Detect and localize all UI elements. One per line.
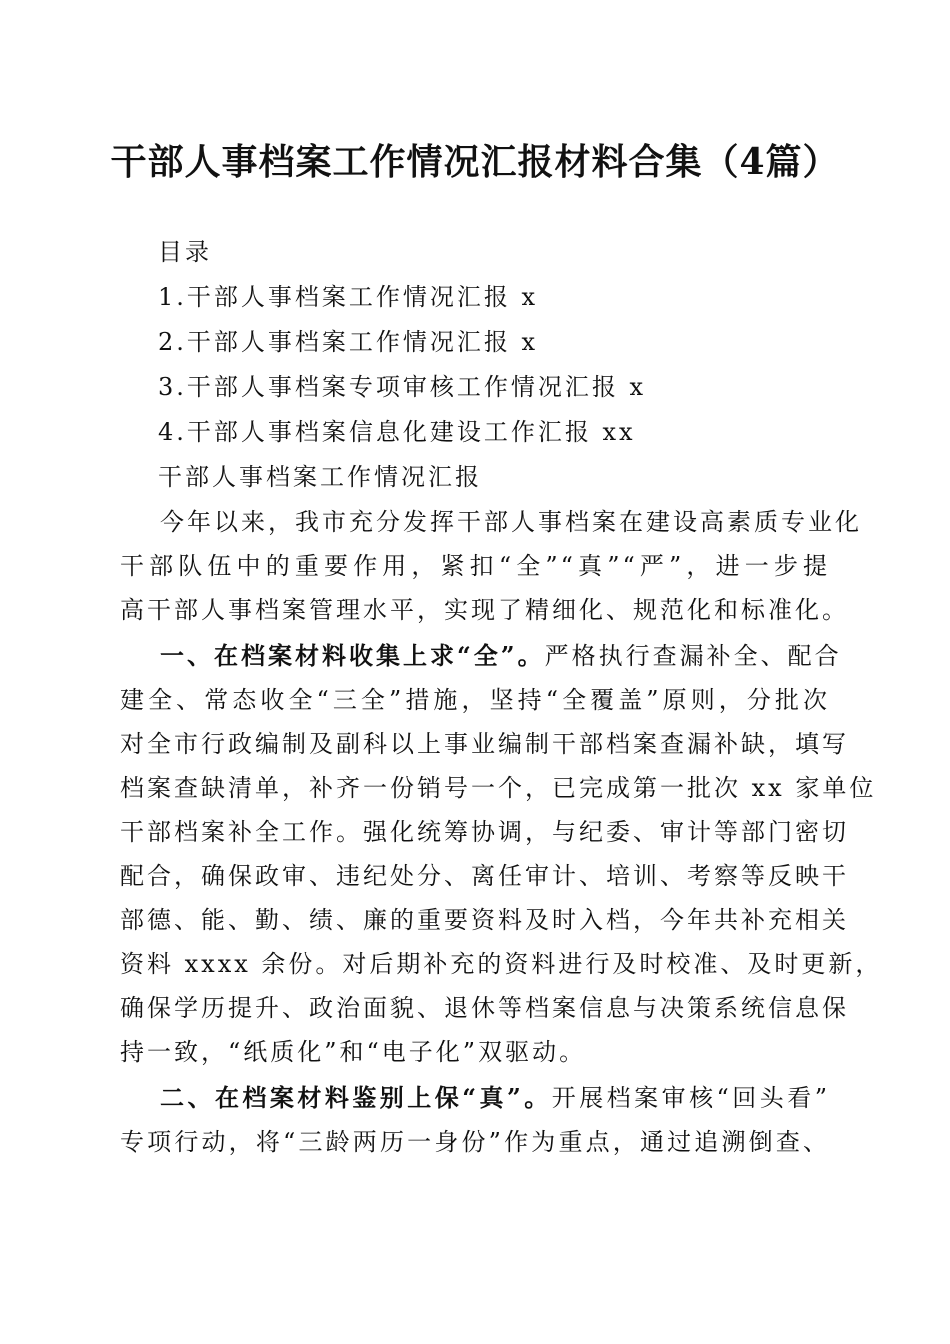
paragraph-line: 部德、能、勤、绩、廉的重要资料及时入档，今年共补充相关	[120, 906, 849, 934]
section-2-paragraph	[120, 1076, 830, 1164]
paragraph-line: 确保学历提升、政治面貌、退休等档案信息与决策系统信息保	[120, 994, 849, 1022]
toc-item: 1.干部人事档案工作情况汇报 x	[158, 283, 539, 311]
section-1-heading: 一、在档案材料收集上求“全”。	[160, 641, 545, 670]
paragraph-line: 持一致，“纸质化”和“电子化”双驱动。	[120, 1038, 587, 1066]
paragraph-line: 今年以来，我市充分发挥干部人事档案在建设高素质专业化	[160, 508, 862, 536]
paragraph-line: 专项行动，将“三龄两历一身份”作为重点，通过追溯倒查、	[120, 1128, 830, 1156]
table-of-contents	[158, 230, 646, 500]
paragraph-text: 严格执行查漏补全、配合	[544, 642, 842, 670]
toc-item: 2.干部人事档案工作情况汇报 x	[158, 328, 539, 356]
paragraph-line: 干部档案补全工作。强化统筹协调，与纪委、审计等部门密切	[120, 818, 849, 846]
article-title: 干部人事档案工作情况汇报	[158, 463, 482, 491]
paragraph-text: 开展档案审核“回头看”	[551, 1084, 830, 1112]
paragraph-line: 干部队伍中的重要作用，紧扣“全”“真”“严”，进一步提	[120, 552, 830, 580]
paragraph-line: 配合，确保政审、违纪处分、离任审计、培训、考察等反映干	[120, 862, 849, 890]
section-1-paragraph	[120, 634, 883, 1074]
toc-item: 3.干部人事档案专项审核工作情况汇报 x	[158, 373, 647, 401]
document-title: 干部人事档案工作情况汇报材料合集（4篇）	[110, 141, 840, 183]
paragraph-line	[120, 1076, 830, 1120]
article-body	[120, 500, 883, 1164]
paragraph-line	[120, 634, 842, 678]
paragraph-line: 档案查缺清单，补齐一份销号一个，已完成第一批次 xx 家单位	[120, 774, 877, 802]
toc-item: 4.干部人事档案信息化建设工作汇报 xx	[158, 418, 636, 446]
intro-paragraph	[120, 500, 862, 632]
toc-heading: 目录	[158, 238, 212, 266]
paragraph-line: 资料 xxxx 余份。对后期补充的资料进行及时校准、及时更新，	[120, 950, 883, 978]
paragraph-line: 对全市行政编制及副科以上事业编制干部档案查漏补缺，填写	[120, 730, 849, 758]
paragraph-line: 建全、常态收全“三全”措施，坚持“全覆盖”原则，分批次	[120, 686, 830, 714]
paragraph-line: 高干部人事档案管理水平，实现了精细化、规范化和标准化。	[120, 596, 849, 624]
section-2-heading: 二、在档案材料鉴别上保“真”。	[160, 1083, 552, 1112]
